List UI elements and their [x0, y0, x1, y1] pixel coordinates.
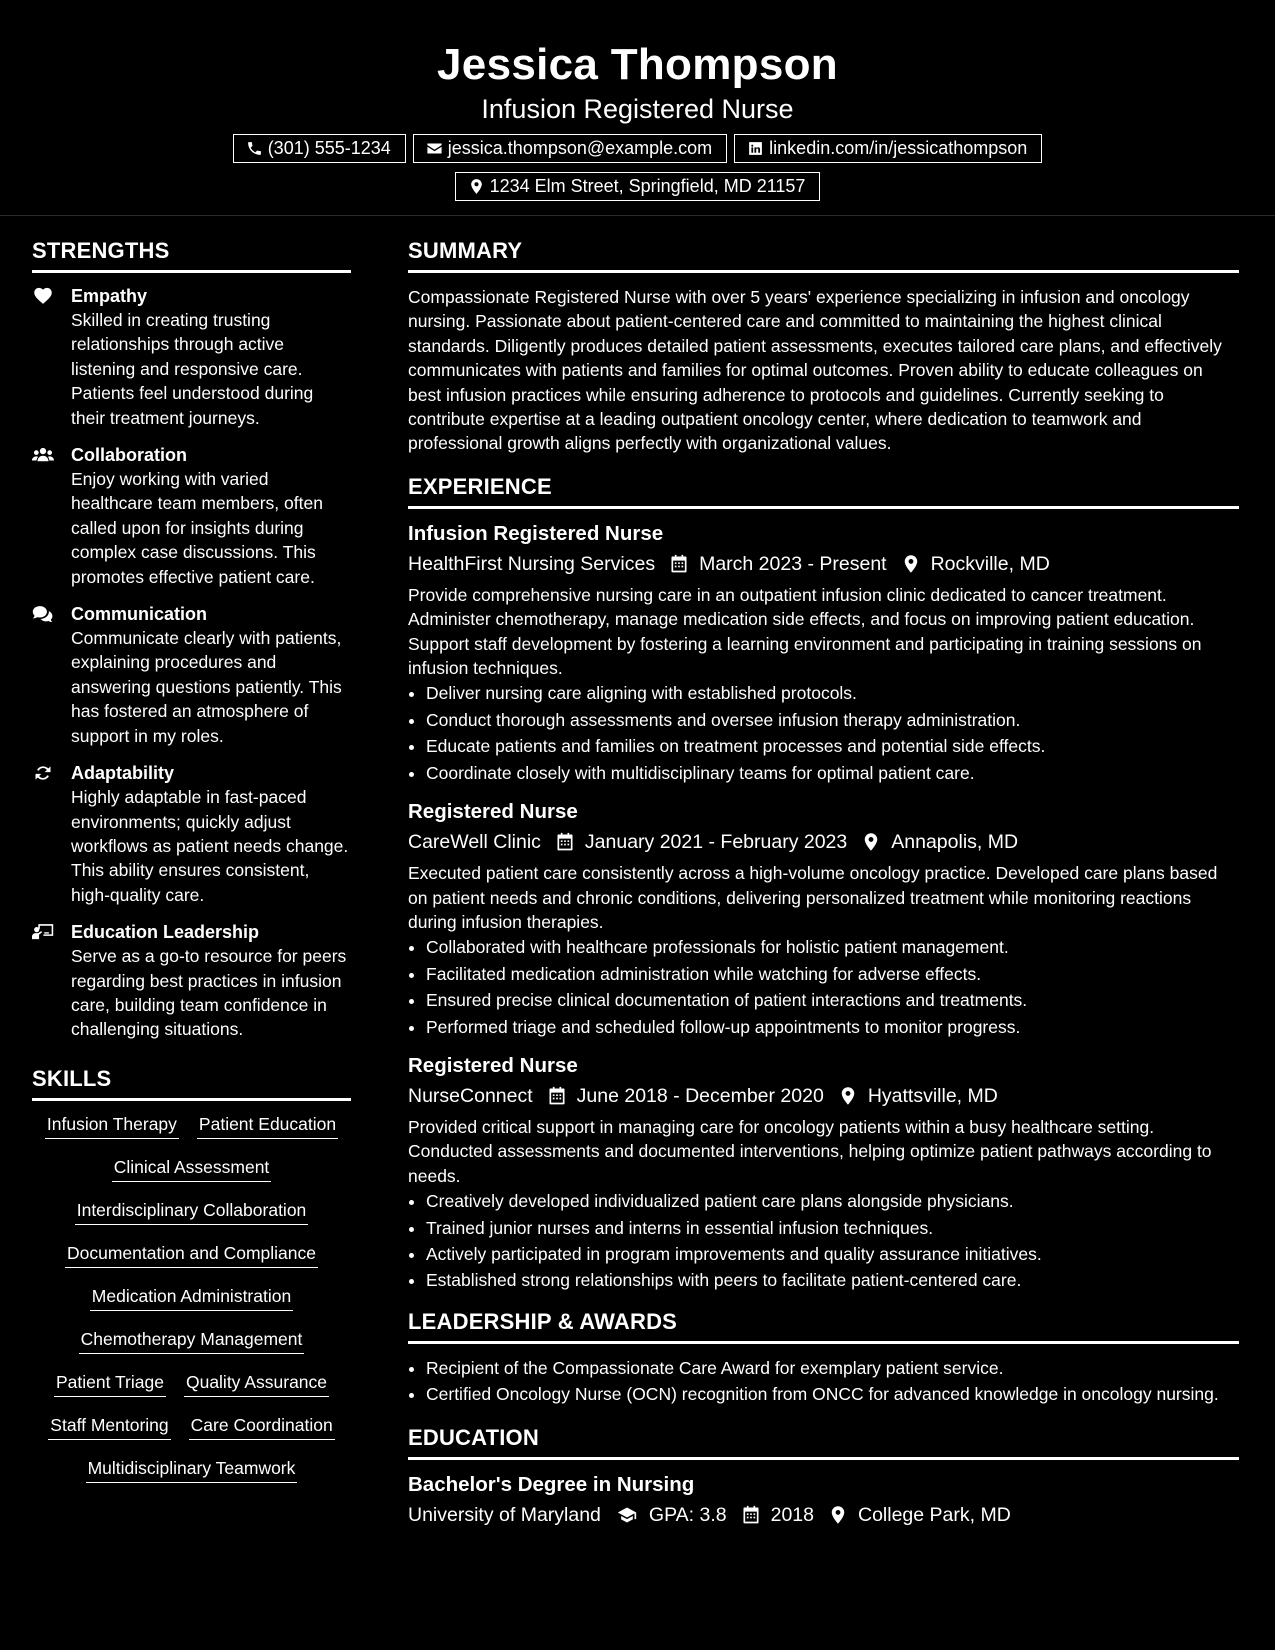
strength-desc: Highly adaptable in fast-paced environments; quickly adjust workflows as patient needs change. This ability ensures consistent, high-quality care.	[71, 787, 349, 905]
right-column	[408, 238, 1239, 1534]
phone-text: (301) 555-1234	[267, 138, 391, 158]
job-bullet: • Established strong relationships with peers to facilitate patient-centered care.	[426, 1268, 1239, 1292]
strength-desc: Serve as a go-to resource for peers regarding best practices in infusion care, building team confidence in challenging situations.	[71, 946, 347, 1040]
skill-tag: Infusion Therapy	[45, 1113, 179, 1139]
strength-item	[32, 603, 351, 748]
skill-tag: Patient Education	[197, 1113, 338, 1139]
graduation-cap-icon	[615, 1505, 639, 1525]
contact-linkedin[interactable]	[734, 134, 1042, 163]
leadership-heading: LEADERSHIP & AWARDS	[408, 1309, 1239, 1344]
skill-tag: Medication Administration	[90, 1285, 293, 1311]
skill-tag: Chemotherapy Management	[79, 1328, 305, 1354]
job-bullet: • Coordinate closely with multidisciplinary teams for optimal patient care.	[426, 761, 1239, 785]
job-meta	[408, 1081, 1239, 1111]
strength-item	[32, 762, 351, 907]
calendar-icon	[547, 1086, 567, 1106]
job-bullet: • Ensured precise clinical documentation of patient interactions and treatments.	[426, 988, 1239, 1012]
job-bullet: • Conduct thorough assessments and oversee infusion therapy administration.	[426, 708, 1239, 732]
leadership-list	[408, 1356, 1239, 1407]
job-bullets	[408, 1189, 1239, 1293]
school: University of Maryland	[408, 1503, 601, 1526]
job-description: Provide comprehensive nursing care in an outpatient infusion clinic dedicated to cancer treatment. Administer chemotherapy, manage medication side effects, and focus on improving patient education. Support staff development by fostering a learning environment and participating in training sessions on infusion techniques.	[408, 584, 1202, 679]
summary-heading: SUMMARY	[408, 238, 1239, 273]
strength-name: Communication	[71, 604, 208, 625]
linkedin-text: linkedin.com/in/jessicathompson	[769, 138, 1028, 158]
strength-desc: Communicate clearly with patients, explaining procedures and answering questions patiently. This has fostered an atmosphere of support in my roles.	[71, 628, 342, 746]
job-bullet: • Collaborated with healthcare professionals for holistic patient management.	[426, 935, 1239, 959]
job-title: Registered Nurse	[408, 1053, 578, 1077]
strength-desc: Skilled in creating trusting relationships through active listening and responsive care. Patients feel understood during their treatment journeys.	[71, 310, 314, 428]
job-bullets	[408, 681, 1239, 785]
strength-desc: Enjoy working with varied healthcare team members, often called upon for insights during complex case discussions. This promotes effective patient care.	[71, 469, 323, 587]
contact-phone[interactable]	[233, 134, 406, 163]
degree: Bachelor's Degree in Nursing	[408, 1472, 695, 1496]
map-pin-icon	[468, 178, 485, 195]
job-bullet: • Trained junior nurses and interns in essential infusion techniques.	[426, 1216, 1239, 1240]
calendar-icon	[555, 832, 575, 852]
strength-name: Empathy	[71, 286, 148, 306]
candidate-name: Jessica Thompson	[437, 40, 838, 89]
skill-tag: Care Coordination	[189, 1414, 335, 1440]
job-location: Rockville, MD	[930, 552, 1050, 575]
skill-tag: Clinical Assessment	[112, 1156, 272, 1182]
job-meta	[408, 827, 1239, 857]
chalkboard-teacher-icon	[32, 922, 56, 942]
job-bullet: • Performed triage and scheduled follow-up appointments to monitor progress.	[426, 1015, 1239, 1039]
calendar-icon	[669, 554, 689, 574]
strength-item	[32, 285, 351, 430]
envelope-icon	[426, 140, 443, 157]
comments-icon	[32, 604, 56, 624]
job-bullet: • Educate patients and families on treatment processes and potential side effects.	[426, 734, 1239, 758]
company: HealthFirst Nursing Services	[408, 552, 656, 575]
school-location: College Park, MD	[857, 1503, 1011, 1526]
skill-tag: Staff Mentoring	[48, 1414, 170, 1440]
address-text: 1234 Elm Street, Springfield, MD 21157	[489, 176, 806, 196]
email-text: jessica.thompson@example.com	[447, 138, 713, 158]
map-pin-icon	[838, 1086, 858, 1106]
graduation-year: 2018	[770, 1503, 814, 1526]
skills-list	[32, 1113, 351, 1483]
skill-tag: Documentation and Compliance	[65, 1242, 318, 1268]
linkedin-icon	[747, 140, 764, 157]
candidate-title: Infusion Registered Nurse	[481, 94, 794, 124]
job-dates: January 2021 - February 2023	[584, 831, 848, 854]
job-bullet: • Facilitated medication administration while watching for adverse effects.	[426, 962, 1239, 986]
experience-heading: EXPERIENCE	[408, 474, 1239, 509]
skill-tag: Patient Triage	[54, 1371, 166, 1397]
job-location: Hyattsville, MD	[867, 1084, 998, 1107]
company: NurseConnect	[408, 1084, 533, 1107]
map-pin-icon	[901, 554, 921, 574]
contact-row	[0, 134, 1275, 163]
job-bullets	[408, 935, 1239, 1039]
job-dates: June 2018 - December 2020	[576, 1084, 824, 1107]
resume-header	[0, 0, 1275, 216]
heart-icon	[32, 286, 56, 306]
job-bullet: • Deliver nursing care aligning with established protocols.	[426, 681, 1239, 705]
calendar-icon	[741, 1505, 761, 1525]
phone-icon	[246, 140, 263, 157]
strengths-heading: STRENGTHS	[32, 238, 351, 273]
sync-icon	[32, 763, 56, 783]
award-item: • Certified Oncology Nurse (OCN) recognition from ONCC for advanced knowledge in oncology nursing.	[426, 1382, 1239, 1406]
job-description: Executed patient care consistently across a high-volume oncology practice. Developed care plans based on patient needs and chronic conditions, delivering personalized treatment while monitoring reactions during infusion therapies.	[408, 863, 1218, 932]
education-heading: EDUCATION	[408, 1425, 1239, 1460]
education-meta	[408, 1500, 1239, 1530]
job-entry	[408, 1053, 1239, 1293]
job-title: Registered Nurse	[408, 800, 578, 824]
strength-item	[32, 444, 351, 589]
strength-name: Adaptability	[71, 763, 175, 784]
job-bullet: • Creatively developed individualized patient care plans alongside physicians.	[426, 1189, 1239, 1213]
job-entry	[408, 521, 1239, 785]
job-title: Infusion Registered Nurse	[408, 521, 664, 545]
summary-text: Compassionate Registered Nurse with over 5 years' experience specializing in infusion and oncology nursing. Passionate about patient-centered care and committed to maintaining the highest clinical standards. Diligently produces detailed patient assessments, executes tailored care plans, and effectively communicates with patients and families for optimal outcomes. Proven ability to educate colleagues on best infusion practices while ensuring adherence to protocols and guidelines. Currently seeking to contribute expertise at a leading outpatient oncology center, where dedication to teamwork and professional growth aligns perfectly with organizational values.	[408, 287, 1222, 454]
skills-heading: SKILLS	[32, 1066, 351, 1101]
map-pin-icon	[828, 1505, 848, 1525]
job-location: Annapolis, MD	[891, 831, 1019, 854]
award-item: • Recipient of the Compassionate Care Award for exemplary patient service.	[426, 1356, 1239, 1380]
job-entry	[408, 799, 1239, 1039]
skill-tag: Multidisciplinary Teamwork	[86, 1457, 298, 1483]
job-description: Provided critical support in managing care for oncology patients within a busy healthcare setting. Conducted assessments and documented interventions, helping optimize patient pathways according to needs.	[408, 1116, 1212, 1186]
users-icon	[32, 445, 56, 465]
contact-row-address	[0, 172, 1275, 201]
skill-tag: Interdisciplinary Collaboration	[75, 1199, 309, 1225]
left-column	[32, 238, 351, 1483]
contact-address[interactable]	[455, 172, 821, 201]
strength-name: Education Leadership	[71, 922, 260, 943]
gpa: GPA: 3.8	[648, 1503, 727, 1526]
job-bullet: • Actively participated in program improvements and quality assurance initiatives.	[426, 1242, 1239, 1266]
job-dates: March 2023 - Present	[699, 552, 887, 575]
contact-email[interactable]	[413, 134, 727, 163]
strength-name: Collaboration	[71, 445, 187, 466]
skill-tag: Quality Assurance	[184, 1371, 329, 1397]
company: CareWell Clinic	[408, 831, 541, 854]
strength-item	[32, 921, 351, 1042]
job-meta	[408, 549, 1239, 579]
map-pin-icon	[861, 832, 881, 852]
